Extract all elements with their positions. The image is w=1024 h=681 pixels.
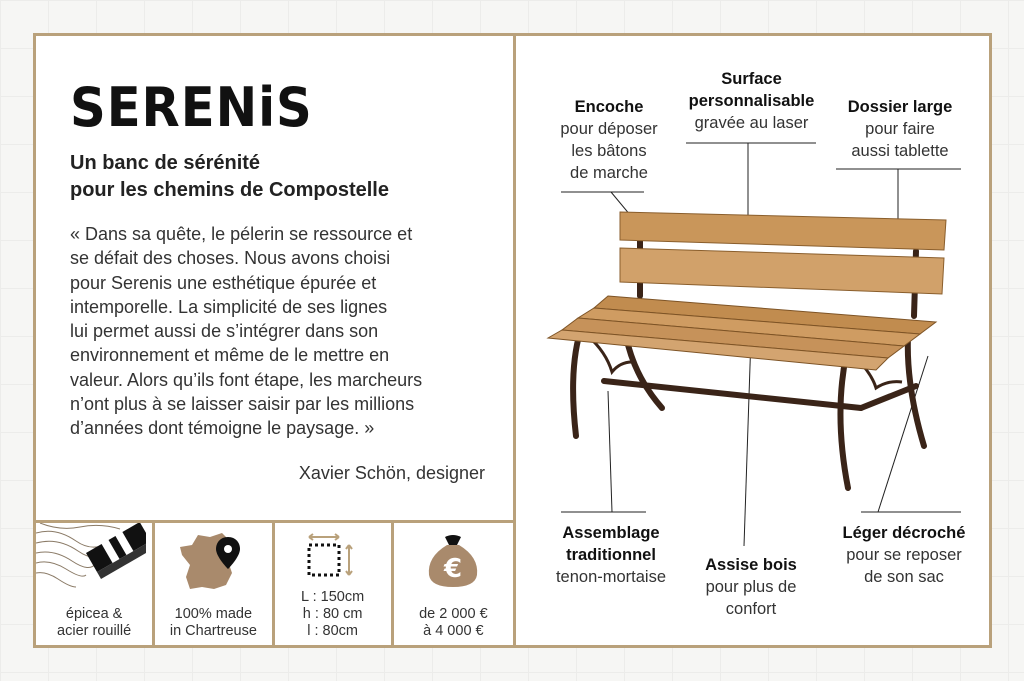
designer-quote: « Dans sa quête, le pélerin se ressource et se défait des choses. Nous avons choisi pour Serenis une esthétique épurée et intemporelle. La simplicité de ses lignes lui permet aussi de s’intégrer dans son environnement et même de le mettre en valeur. Alors qu’ils font étape, les marcheurs n’ont plus à se laisser saisir par les millions d’années dont témoigne le paysage. » xyxy=(70,224,423,439)
svg-text:€: € xyxy=(444,554,463,584)
dimensions-icon xyxy=(303,531,363,583)
spec-icons-row xyxy=(36,520,513,648)
label-assise: Assise bois pour plus de confort xyxy=(705,556,797,618)
quote-author: Xavier Schön, designer xyxy=(298,463,485,483)
product-title: SERENiS xyxy=(70,76,313,139)
product-card xyxy=(33,33,992,648)
spec-origin: 100% made in Chartreuse xyxy=(155,523,274,648)
label-dossier: Dossier large pour faire aussi tablette xyxy=(847,98,953,160)
spec-dimensions: L : 150cm h : 80 cm l : 80cm xyxy=(275,523,394,648)
bench-illustration-panel xyxy=(516,36,989,645)
spec-price: € de 2 000 € à 4 000 € xyxy=(394,523,513,648)
description-panel xyxy=(36,36,513,645)
label-leger: Léger décroché pour se reposer de son sac xyxy=(842,524,966,586)
euro-purse-icon xyxy=(423,531,483,591)
spec-material: épicea & acier rouillé xyxy=(36,523,155,648)
label-encoche: Encoche pour déposer les bâtons de marche xyxy=(560,98,658,182)
label-assemblage: Assemblage traditionnel tenon-mortaise xyxy=(555,524,667,586)
wood-steel-icon xyxy=(36,523,146,595)
label-surface: Surface personnalisable gravée au laser xyxy=(688,70,815,132)
product-subtitle: Un banc de sérénité pour les chemins de Compostelle xyxy=(70,152,389,201)
france-map-icon xyxy=(178,531,248,593)
